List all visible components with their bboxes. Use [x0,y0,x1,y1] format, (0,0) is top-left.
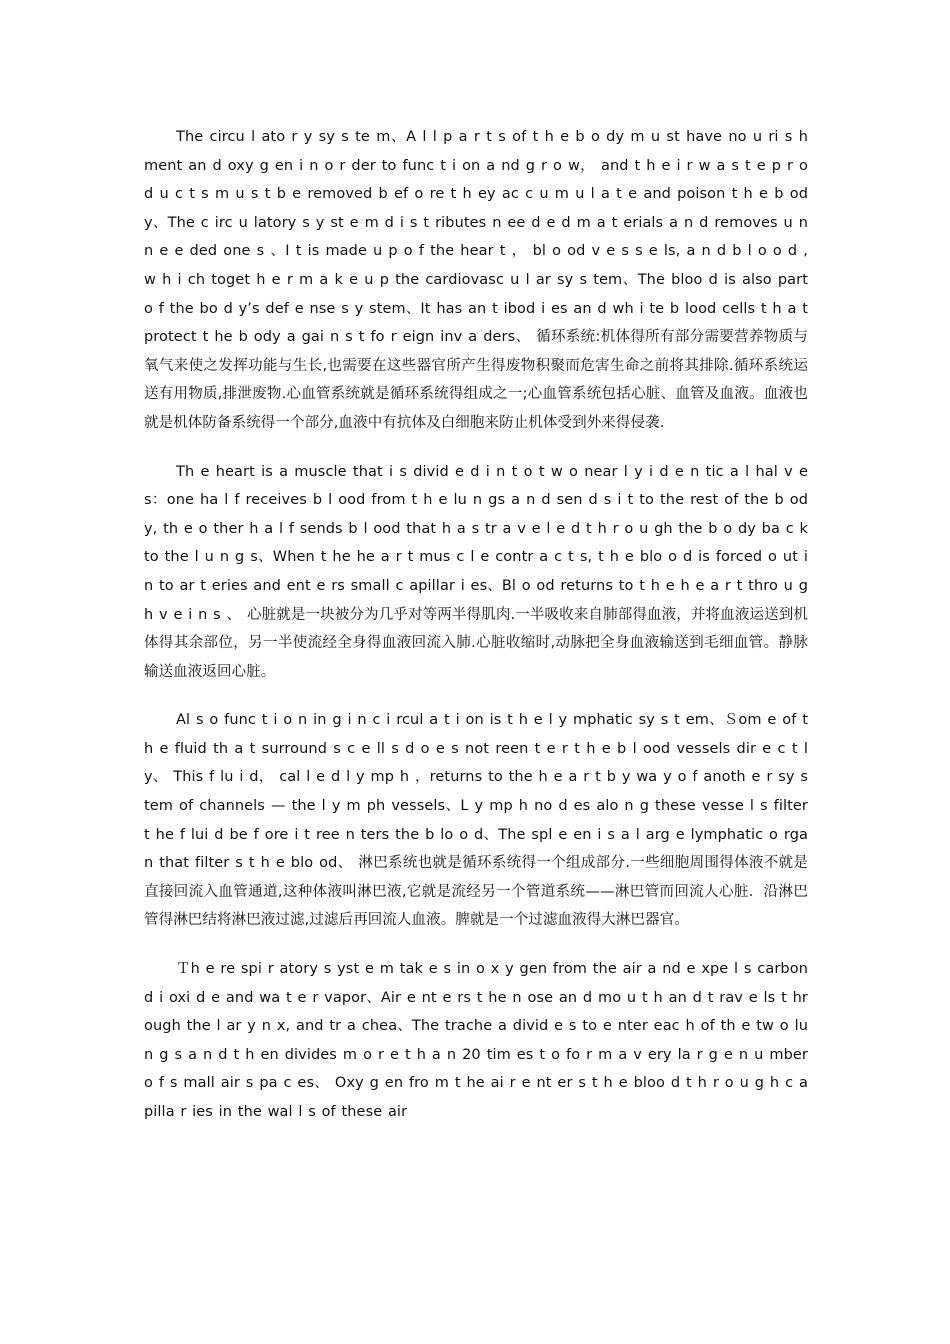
paragraph-respiratory-system: Ｔh e re spi r atory s yst e m tak e s in o x y gen from the air a nd e xpe l s carbon d i oxi d e and wa t e r vapor、Air e nt e rs t he n ose an d mo u t h an d t rav e ls t hrough the l ar y n x, and tr a chea、The trache a divid e s to e nter eac h of th e tw o lun g s a n d t h en divides m o r e t h a n 20 tim es t o fo r m a v ery la r g e n u mber o f s mall air s pa c es、 Oxy g en fro m t he ai r e nt er s t h e bloo d t h r o u g h c a pilla r ies in the wal l s of these air [144,961,808,1120]
paragraph-circulatory-system: The circu l ato r y sy s te m、A l l p a r t s of t h e b o dy m u st have no u ri s h ment an d oxy g en i n o r der to func t i on a nd g r o w， and t h e i r w a s t e p r o d u c t s m u s t b e removed b ef o re t h ey ac c u m u l a t e and poison t h e b ody、The c irc u latory s y st e m d i s t ributes n ee d e d m a t erials a n d removes u n n e e ded one s 、I t is made u p o f the hear t ， bl o od v e s s e ls, a n d b l o o d , w h i ch toget h e r m a k e u p the cardiovasc u l ar sy s tem、The bloo d is also part o f the bo d y’s def e nse s y stem、It has an t ibod i es an d wh i te b lood cells t h a t protect t he b ody a gai n s t fo r eign inv a ders、 循环系统:机体得所有部分需要营养物质与氧气来使之发挥功能与生长,也需要在这些器官所产生得废物积聚而危害生命之前将其排除.循环系统运送有用物质,排泄废物.心血管系统就是循环系统得组成之一;心血管系统包括心脏、血管及血液。血液也就是机体防备系统得一个部分,血液中有抗体及白细胞来防止机体受到外来得侵袭. [144,129,808,431]
paragraph-lymphatic-system: Al s o func t i o n in g i n c i rcul a t i on is t h e l y mphatic sy s t em、Ｓom e of t h e fluid th a t surround s c e ll s d o e s not reen t e r t h e b l ood vessels dir e c t l y、 This f lu i d， cal l e d l y mp h ，returns to the h e a r t b y wa y o f anoth e r sy s tem of channels — the l y m ph vessels、L y mp h no d es alo n g these vesse l s filter t he f lui d be f ore i t ree n ters the b lo o d、The spl e en i s a l arg e lymphatic o rgan that filter s t h e blo od、 淋巴系统也就是循环系统得一个组成部分.一些细胞周围得体液不就是直接回流入血管通道,这种体液叫淋巴液,它就是流经另一个管道系统——淋巴管而回流人心脏．沿淋巴管得淋巴结将淋巴液过滤,过滤后再回流人血液。脾就是一个过滤血液得大淋巴器官。 [144,712,808,929]
paragraph-heart: Th e heart is a muscle that i s divid e d i n t o t w o near l y i d e n tic a l hal v es：one ha l f receives b l ood from t h e lu n gs a n d sen d s i t to the rest of the b ody, th e o ther h a l f sends b l ood that h a s tr a v e l e d t h r o u gh the b o dy ba c k to the l u n g s、When t he he a r t mus c l e contr a c t s, t h e blo o d is forced o ut i n to ar t eries and ent e rs small c apillar i es、Bl o od returns to t h e h e a r t thro u g h v e i n s 、 心脏就是一块被分为几乎对等两半得肌肉.一半吸收来自肺部得血液，并将血液运送到机体得其余部位，另一半使流经全身得血液回流入肺.心脏收缩时,动脉把全身血液输送到毛细血管。静脉输送血液返回心脏。 [144,463,808,680]
document-body [144,123,808,1147]
